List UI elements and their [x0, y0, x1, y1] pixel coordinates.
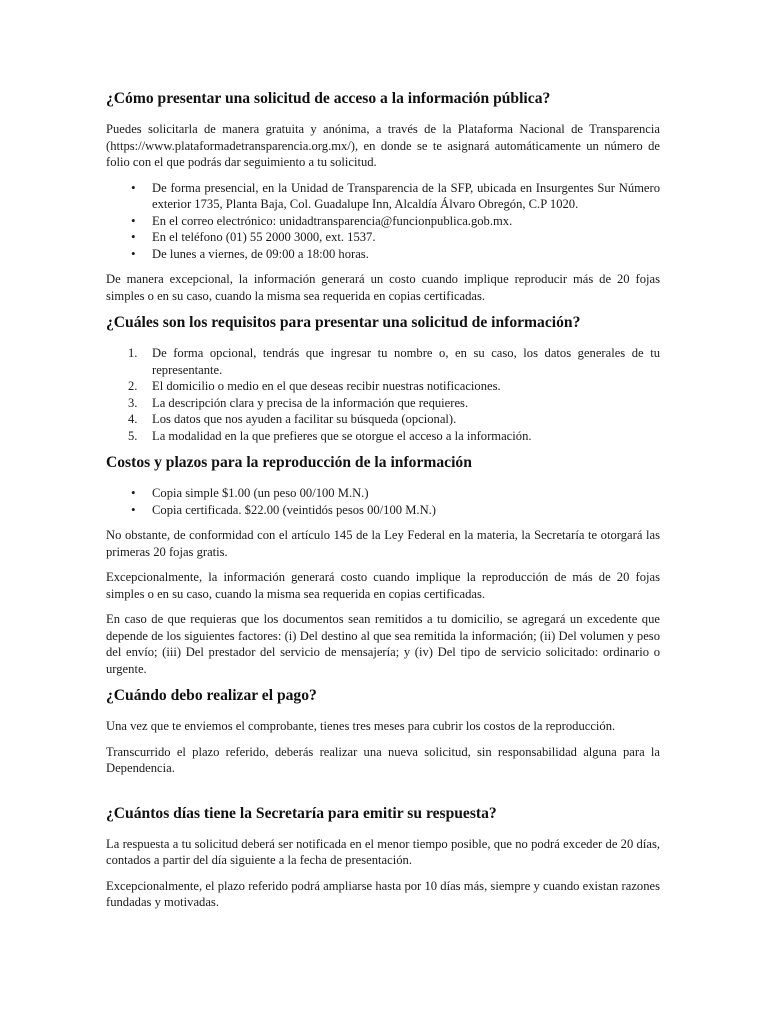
section-heading-requirements: ¿Cuáles son los requisitos para presentar una solicitud de información?: [106, 314, 581, 331]
list-item: • En el correo electrónico: unidadtransparencia@funcionpublica.gob.mx.: [106, 213, 660, 230]
requirements-list: [106, 345, 660, 444]
list-number: 3.: [128, 395, 138, 410]
list-item: • En el teléfono (01) 55 2000 3000, ext. 1537.: [106, 229, 660, 246]
free-pages-paragraph: No obstante, de conformidad con el artículo 145 de la Ley Federal en la materia, la Secretaría te otorgará las primeras 20 fojas gratis.: [106, 528, 660, 559]
response-time-paragraph: La respuesta a tu solicitud deberá ser notificada en el menor tiempo posible, que no podrá exceder de 20 días, contados a partir del día siguiente a la fecha de presentación.: [106, 836, 660, 867]
list-number: 4.: [128, 412, 138, 426]
list-text: Los datos que nos ayuden a facilitar su búsqueda (opcional).: [152, 412, 457, 426]
list-item: • De forma presencial, en la Unidad de Transparencia de la SFP, ubicada en Insurgentes Sur Número exterior 1735, Planta Baja, Col. Guadalupe Inn, Alcaldía Álvaro Obregón, C.P 1020.: [106, 180, 660, 213]
list-text: La modalidad en la que prefieres que se otorgue el acceso a la información.: [152, 428, 532, 443]
section-heading-response-time: ¿Cuántos días tiene la Secretaría para emitir su respuesta?: [106, 804, 497, 822]
list-item: • Copia certificada. $22.00 (veintidós pesos 00/100 M.N.): [106, 502, 660, 519]
shipping-paragraph: En caso de que requieras que los documentos sean remitidos a tu domicilio, se agregará un excedente que depende de los siguientes factores: (i) Del destino al que sea remitida la información; (ii) Del volumen y peso del envío; (iii) Del prestador del servicio de mensajería; y (iv) Del tipo de servicio solicitado: ordinario o urgente.: [106, 612, 660, 676]
extension-paragraph: Excepcionalmente, el plazo referido podrá ampliarse hasta por 10 días más, siempre y cuando existan razones fundadas y motivadas.: [106, 878, 660, 909]
list-number: 5.: [128, 428, 138, 443]
list-item: • Copia simple $1.00 (un peso 00/100 M.N.): [106, 485, 660, 502]
section-heading-costs: Costos y plazos para la reproducción de la información: [106, 454, 472, 471]
list-item: [106, 428, 660, 445]
list-item: [106, 378, 660, 395]
cost-exception-paragraph: De manera excepcional, la información generará un costo cuando implique reproducir más de 20 fojas simples o en su caso, cuando la misma sea requerida en copias certificadas.: [106, 272, 660, 303]
list-item: [106, 411, 660, 428]
spacer: [106, 786, 660, 804]
intro-paragraph: Puedes solicitarla de manera gratuita y anónima, a través de la Plataforma Nacional de Transparencia (https://www.plataformadetransparencia.org.mx/), en donde se te asignará automáticamente un número de folio con el que podrás dar seguimiento a tu solicitud.: [106, 122, 660, 169]
document-content: [106, 89, 660, 920]
section-heading-payment: ¿Cuándo debo realizar el pago?: [106, 687, 317, 704]
list-text: La descripción clara y precisa de la información que requieres.: [152, 395, 469, 410]
cost-exception-paragraph: Excepcionalmente, la información generará costo cuando implique la reproducción de más de 20 fojas simples o en su caso, cuando la misma sea requerida en copias certificadas.: [106, 570, 660, 601]
list-item: [106, 345, 660, 378]
costs-list: [106, 485, 660, 518]
list-text: El domicilio o medio en el que deseas recibir nuestras notificaciones.: [152, 379, 501, 393]
section-heading-how-to-request: ¿Cómo presentar una solicitud de acceso a la información pública?: [106, 90, 551, 107]
list-number: 1.: [128, 346, 138, 360]
list-text: De forma opcional, tendrás que ingresar tu nombre o, en su caso, los datos generales de tu representante.: [152, 346, 660, 377]
payment-deadline-paragraph: Una vez que te enviemos el comprobante, tienes tres meses para cubrir los costos de la reproducción.: [106, 719, 616, 733]
list-item: • De lunes a viernes, de 09:00 a 18:00 horas.: [106, 246, 660, 263]
request-methods-list: [106, 180, 660, 263]
list-item: [106, 395, 660, 412]
expired-term-paragraph: Transcurrido el plazo referido, deberás realizar una nueva solicitud, sin responsabilidad alguna para la Dependencia.: [106, 744, 660, 775]
list-number: 2.: [128, 379, 138, 393]
